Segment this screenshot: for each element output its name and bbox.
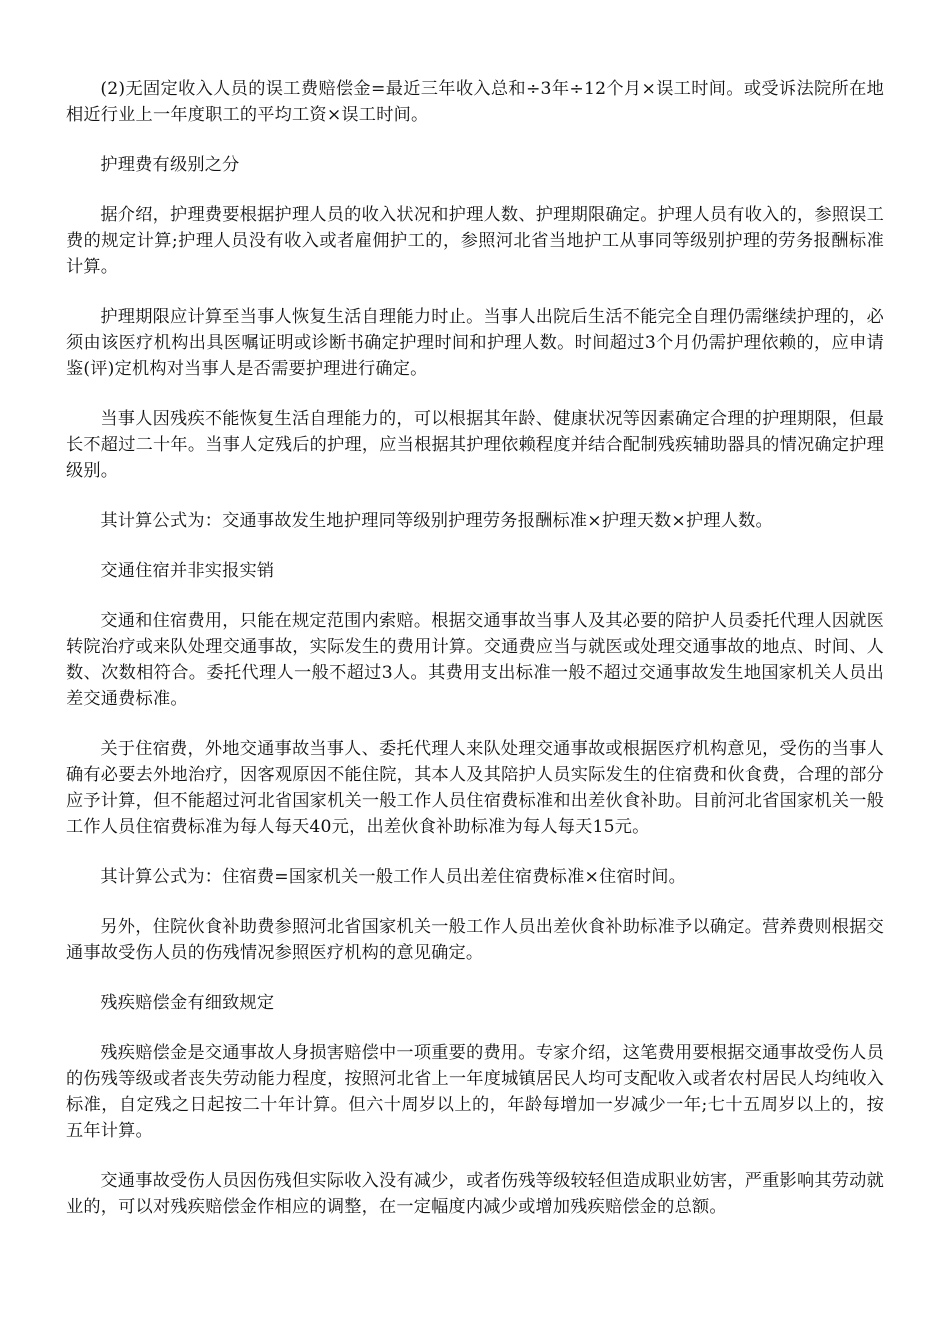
section-heading-transport-lodging: 交通住宿并非实报实销 (100, 561, 275, 581)
paragraph-lodging-fee: 关于住宿费，外地交通事故当事人、委托代理人来队处理交通事故或根据医疗机构意见，受伤的当事人确有必要去外地治疗，因客观原因不能住院，其本人及其陪护人员实际发生的住宿费和伙食费，合理的部分应予计算，但不能超过河北省国家机关一般工作人员住宿费标准和出差伙食补助。目前河北省国家机关一般工作人员住宿费标准为每人每天40元，出差伙食补助标准为每人每天15元。 (66, 739, 884, 837)
paragraph-lost-wages-formula: (2)无固定收入人员的误工费赔偿金=最近三年收入总和÷3年÷12个月×误工时间。或受诉法院所在地相近行业上一年度职工的平均工资×误工时间。 (66, 79, 884, 125)
paragraph-nursing-fee-basis: 据介绍，护理费要根据护理人员的收入状况和护理人数、护理期限确定。护理人员有收入的，参照误工费的规定计算;护理人员没有收入或者雇佣护工的，参照河北省当地护工从事同等级别护理的劳务报酬标准计算。 (66, 205, 884, 277)
paragraph-meal-nutrition: 另外，住院伙食补助费参照河北省国家机关一般工作人员出差伙食补助标准予以确定。营养费则根据交通事故受伤人员的伤残情况参照医疗机构的意见确定。 (66, 917, 884, 963)
paragraph-disability-nursing: 当事人因残疾不能恢复生活自理能力的，可以根据其年龄、健康状况等因素确定合理的护理期限，但最长不超过二十年。当事人定残后的护理，应当根据其护理依赖程度并结合配制残疾辅助器具的情况确定护理级别。 (66, 409, 884, 481)
paragraph-nursing-formula: 其计算公式为：交通事故发生地护理同等级别护理劳务报酬标准×护理天数×护理人数。 (100, 511, 773, 531)
section-heading-nursing-fee: 护理费有级别之分 (100, 155, 240, 175)
paragraph-lodging-formula: 其计算公式为：住宿费=国家机关一般工作人员出差住宿费标准×住宿时间。 (100, 867, 686, 887)
section-heading-disability-compensation: 残疾赔偿金有细致规定 (100, 993, 275, 1013)
paragraph-disability-compensation: 残疾赔偿金是交通事故人身损害赔偿中一项重要的费用。专家介绍，这笔费用要根据交通事故受伤人员的伤残等级或者丧失劳动能力程度，按照河北省上一年度城镇居民人均可支配收入或者农村居民人均纯收入标准，自定残之日起按二十年计算。但六十周岁以上的，年龄每增加一岁减少一年;七十五周岁以上的，按五年计算。 (66, 1043, 884, 1141)
document-body (66, 76, 884, 1244)
paragraph-transport-fee: 交通和住宿费用，只能在规定范围内索赔。根据交通事故当事人及其必要的陪护人员委托代理人因就医转院治疗或来队处理交通事故，实际发生的费用计算。交通费应当与就医或处理交通事故的地点、时间、人数、次数相符合。委托代理人一般不超过3人。其费用支出标准一般不超过交通事故发生地国家机关人员出差交通费标准。 (66, 611, 884, 709)
paragraph-nursing-period: 护理期限应计算至当事人恢复生活自理能力时止。当事人出院后生活不能完全自理仍需继续护理的，必须由该医疗机构出具医嘱证明或诊断书确定护理时间和护理人数。时间超过3个月仍需护理依赖的，应申请鉴(评)定机构对当事人是否需要护理进行确定。 (66, 307, 884, 379)
paragraph-compensation-adjustment: 交通事故受伤人员因伤残但实际收入没有减少，或者伤残等级较轻但造成职业妨害，严重影响其劳动就业的，可以对残疾赔偿金作相应的调整，在一定幅度内减少或增加残疾赔偿金的总额。 (66, 1171, 884, 1217)
